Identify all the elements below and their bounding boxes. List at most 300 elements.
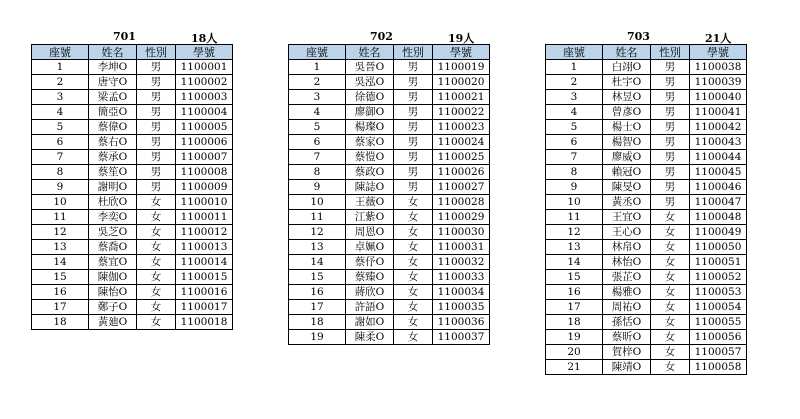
seat-number: 2 <box>32 75 89 90</box>
header-student-id: 學號 <box>690 45 747 60</box>
seat-number: 1 <box>546 60 603 75</box>
seat-number: 20 <box>546 345 603 360</box>
gender: 男 <box>651 120 690 135</box>
seat-number: 6 <box>546 135 603 150</box>
student-id: 1100027 <box>433 180 490 195</box>
student-id: 1100040 <box>690 90 747 105</box>
seat-number: 7 <box>289 150 346 165</box>
table-row <box>546 180 747 195</box>
table-row <box>32 105 233 120</box>
student-name: 蔡宜O <box>89 255 137 270</box>
class-caption <box>31 30 233 44</box>
student-name: 蔡政O <box>346 165 394 180</box>
student-name: 楊璨O <box>346 120 394 135</box>
seat-number: 12 <box>32 225 89 240</box>
student-id: 1100046 <box>690 180 747 195</box>
student-name: 陳旻O <box>603 180 651 195</box>
student-id: 1100039 <box>690 75 747 90</box>
student-name: 謝如O <box>346 315 394 330</box>
student-id: 1100012 <box>176 225 233 240</box>
seat-number: 11 <box>546 210 603 225</box>
student-count: 19人 <box>448 32 475 45</box>
table-row <box>546 285 747 300</box>
gender: 男 <box>394 90 433 105</box>
gender: 女 <box>137 300 176 315</box>
gender: 男 <box>137 150 176 165</box>
seat-number: 14 <box>289 255 346 270</box>
student-name: 曾彥O <box>603 105 651 120</box>
gender: 女 <box>651 240 690 255</box>
seat-number: 13 <box>546 240 603 255</box>
student-name: 陳誌O <box>346 180 394 195</box>
student-name: 賴冠O <box>603 165 651 180</box>
student-name: 蔣欣O <box>346 285 394 300</box>
student-name: 蔡愷O <box>346 150 394 165</box>
table-row <box>289 240 490 255</box>
header-row <box>289 45 490 60</box>
gender: 女 <box>651 270 690 285</box>
table-row <box>32 180 233 195</box>
student-name: 蔡承O <box>89 150 137 165</box>
student-id: 1100043 <box>690 135 747 150</box>
gender: 男 <box>651 165 690 180</box>
student-id: 1100037 <box>433 330 490 345</box>
class-703-block <box>545 30 747 375</box>
student-id: 1100044 <box>690 150 747 165</box>
student-id: 1100034 <box>433 285 490 300</box>
student-id: 1100048 <box>690 210 747 225</box>
gender: 男 <box>394 180 433 195</box>
student-name: 李坤O <box>89 60 137 75</box>
seat-number: 18 <box>289 315 346 330</box>
student-name: 梁孟O <box>89 90 137 105</box>
student-name: 蔡喬O <box>89 240 137 255</box>
gender: 男 <box>651 150 690 165</box>
table-row <box>32 120 233 135</box>
table-row <box>546 360 747 375</box>
table-row <box>546 315 747 330</box>
seat-number: 11 <box>32 210 89 225</box>
student-name: 王心O <box>603 225 651 240</box>
student-id: 1100007 <box>176 150 233 165</box>
table-row <box>32 255 233 270</box>
seat-number: 19 <box>289 330 346 345</box>
table-row <box>546 75 747 90</box>
header-row <box>546 45 747 60</box>
table-row <box>546 150 747 165</box>
gender: 男 <box>394 150 433 165</box>
student-name: 黃丞O <box>603 195 651 210</box>
seat-number: 9 <box>32 180 89 195</box>
table-row <box>289 315 490 330</box>
table-row <box>289 75 490 90</box>
table-row <box>32 60 233 75</box>
table-row <box>32 90 233 105</box>
gender: 女 <box>394 330 433 345</box>
table-row <box>32 165 233 180</box>
student-name: 吳泓O <box>346 75 394 90</box>
table-row <box>289 210 490 225</box>
student-id: 1100029 <box>433 210 490 225</box>
gender: 女 <box>394 270 433 285</box>
student-name: 徐德O <box>346 90 394 105</box>
student-id: 1100016 <box>176 285 233 300</box>
seat-number: 7 <box>546 150 603 165</box>
table-row <box>289 300 490 315</box>
student-name: 蔡伃O <box>346 255 394 270</box>
seat-number: 8 <box>289 165 346 180</box>
roster-table-703 <box>545 44 747 375</box>
seat-number: 18 <box>546 315 603 330</box>
header-seat: 座號 <box>32 45 89 60</box>
student-name: 杜宇O <box>603 75 651 90</box>
gender: 男 <box>651 180 690 195</box>
student-name: 吳晉O <box>346 60 394 75</box>
seat-number: 4 <box>289 105 346 120</box>
student-id: 1100058 <box>690 360 747 375</box>
seat-number: 9 <box>546 180 603 195</box>
seat-number: 10 <box>32 195 89 210</box>
student-name: 唐守O <box>89 75 137 90</box>
gender: 男 <box>394 135 433 150</box>
student-name: 杜欣O <box>89 195 137 210</box>
student-id: 1100004 <box>176 105 233 120</box>
gender: 女 <box>394 210 433 225</box>
seat-number: 13 <box>289 240 346 255</box>
student-id: 1100057 <box>690 345 747 360</box>
header-name: 姓名 <box>603 45 651 60</box>
seat-number: 12 <box>289 225 346 240</box>
table-row <box>289 195 490 210</box>
gender: 男 <box>394 105 433 120</box>
student-id: 1100002 <box>176 75 233 90</box>
table-row <box>32 75 233 90</box>
table-row <box>289 180 490 195</box>
student-id: 1100013 <box>176 240 233 255</box>
table-row <box>289 150 490 165</box>
student-id: 1100041 <box>690 105 747 120</box>
gender: 女 <box>137 195 176 210</box>
gender: 女 <box>651 345 690 360</box>
student-name: 周恩O <box>346 225 394 240</box>
seat-number: 4 <box>546 105 603 120</box>
student-id: 1100050 <box>690 240 747 255</box>
header-gender: 性別 <box>137 45 176 60</box>
gender: 男 <box>651 90 690 105</box>
student-name: 陳怡O <box>89 285 137 300</box>
gender: 女 <box>137 210 176 225</box>
class-701-block <box>31 30 233 330</box>
seat-number: 15 <box>289 270 346 285</box>
table-row <box>546 225 747 240</box>
student-name: 周祐O <box>603 300 651 315</box>
student-name: 蔡昕O <box>603 330 651 345</box>
seat-number: 14 <box>32 255 89 270</box>
gender: 男 <box>137 165 176 180</box>
student-name: 蔡家O <box>346 135 394 150</box>
seat-number: 1 <box>32 60 89 75</box>
student-id: 1100032 <box>433 255 490 270</box>
header-row <box>32 45 233 60</box>
student-name: 蔡臻O <box>346 270 394 285</box>
student-name: 白翊O <box>603 60 651 75</box>
student-id: 1100033 <box>433 270 490 285</box>
table-row <box>546 60 747 75</box>
seat-number: 1 <box>289 60 346 75</box>
student-id: 1100008 <box>176 165 233 180</box>
class-caption <box>545 30 747 44</box>
student-name: 陳柔O <box>346 330 394 345</box>
student-name: 李奕O <box>89 210 137 225</box>
seat-number: 16 <box>289 285 346 300</box>
student-name: 王宜O <box>603 210 651 225</box>
header-name: 姓名 <box>346 45 394 60</box>
table-row <box>32 240 233 255</box>
seat-number: 8 <box>32 165 89 180</box>
seat-number: 3 <box>32 90 89 105</box>
seat-number: 16 <box>546 285 603 300</box>
gender: 女 <box>394 225 433 240</box>
student-name: 廖威O <box>603 150 651 165</box>
table-row <box>289 225 490 240</box>
table-row <box>546 300 747 315</box>
student-name: 江紫O <box>346 210 394 225</box>
student-id: 1100036 <box>433 315 490 330</box>
seat-number: 5 <box>546 120 603 135</box>
table-row <box>32 300 233 315</box>
student-name: 簡亞O <box>89 105 137 120</box>
seat-number: 8 <box>546 165 603 180</box>
gender: 女 <box>137 240 176 255</box>
seat-number: 7 <box>32 150 89 165</box>
student-name: 林怡O <box>603 255 651 270</box>
gender: 男 <box>137 60 176 75</box>
table-row <box>32 270 233 285</box>
seat-number: 21 <box>546 360 603 375</box>
table-row <box>289 255 490 270</box>
student-name: 蔡笙O <box>89 165 137 180</box>
student-id: 1100051 <box>690 255 747 270</box>
student-count: 21人 <box>705 32 732 45</box>
student-id: 1100021 <box>433 90 490 105</box>
student-id: 1100001 <box>176 60 233 75</box>
table-row <box>546 210 747 225</box>
gender: 男 <box>394 165 433 180</box>
student-name: 廖御O <box>346 105 394 120</box>
class-name: 703 <box>627 30 650 43</box>
table-row <box>546 240 747 255</box>
seat-number: 6 <box>32 135 89 150</box>
gender: 女 <box>651 300 690 315</box>
seat-number: 16 <box>32 285 89 300</box>
seat-number: 10 <box>289 195 346 210</box>
gender: 男 <box>137 90 176 105</box>
class-name: 702 <box>370 30 393 43</box>
seat-number: 17 <box>32 300 89 315</box>
student-count: 18人 <box>191 32 218 45</box>
gender: 女 <box>137 285 176 300</box>
student-id: 1100056 <box>690 330 747 345</box>
seat-number: 2 <box>289 75 346 90</box>
student-name: 楊智O <box>603 135 651 150</box>
table-row <box>32 150 233 165</box>
header-gender: 性別 <box>394 45 433 60</box>
student-id: 1100025 <box>433 150 490 165</box>
student-id: 1100006 <box>176 135 233 150</box>
table-row <box>32 210 233 225</box>
table-row <box>546 165 747 180</box>
gender: 男 <box>651 135 690 150</box>
student-id: 1100053 <box>690 285 747 300</box>
student-id: 1100018 <box>176 315 233 330</box>
gender: 女 <box>651 225 690 240</box>
seat-number: 12 <box>546 225 603 240</box>
student-id: 1100020 <box>433 75 490 90</box>
seat-number: 17 <box>546 300 603 315</box>
table-row <box>32 315 233 330</box>
gender: 女 <box>651 315 690 330</box>
student-id: 1100009 <box>176 180 233 195</box>
table-row <box>32 285 233 300</box>
table-row <box>32 135 233 150</box>
gender: 女 <box>394 195 433 210</box>
student-name: 孫恬O <box>603 315 651 330</box>
table-row <box>546 90 747 105</box>
student-id: 1100019 <box>433 60 490 75</box>
table-row <box>289 285 490 300</box>
table-row <box>289 90 490 105</box>
student-name: 張芷O <box>603 270 651 285</box>
student-id: 1100047 <box>690 195 747 210</box>
student-name: 黃廸O <box>89 315 137 330</box>
gender: 男 <box>651 105 690 120</box>
table-row <box>546 330 747 345</box>
table-row <box>546 105 747 120</box>
gender: 男 <box>651 75 690 90</box>
gender: 男 <box>651 60 690 75</box>
student-name: 賀梓O <box>603 345 651 360</box>
seat-number: 9 <box>289 180 346 195</box>
gender: 女 <box>651 255 690 270</box>
seat-number: 3 <box>289 90 346 105</box>
student-id: 1100042 <box>690 120 747 135</box>
gender: 男 <box>394 60 433 75</box>
student-name: 陳伽O <box>89 270 137 285</box>
roster-table-702 <box>288 44 490 345</box>
seat-number: 15 <box>546 270 603 285</box>
student-id: 1100028 <box>433 195 490 210</box>
gender: 男 <box>137 135 176 150</box>
student-name: 林帛O <box>603 240 651 255</box>
student-name: 卓姵O <box>346 240 394 255</box>
student-name: 蔡右O <box>89 135 137 150</box>
seat-number: 11 <box>289 210 346 225</box>
student-id: 1100024 <box>433 135 490 150</box>
student-id: 1100014 <box>176 255 233 270</box>
table-row <box>289 270 490 285</box>
student-id: 1100049 <box>690 225 747 240</box>
header-seat: 座號 <box>289 45 346 60</box>
seat-number: 5 <box>32 120 89 135</box>
roster-table-701 <box>31 44 233 330</box>
header-student-id: 學號 <box>433 45 490 60</box>
student-id: 1100045 <box>690 165 747 180</box>
header-seat: 座號 <box>546 45 603 60</box>
gender: 女 <box>394 255 433 270</box>
seat-number: 15 <box>32 270 89 285</box>
student-name: 楊士O <box>603 120 651 135</box>
seat-number: 6 <box>289 135 346 150</box>
gender: 女 <box>137 315 176 330</box>
student-name: 林昱O <box>603 90 651 105</box>
student-id: 1100035 <box>433 300 490 315</box>
seat-number: 10 <box>546 195 603 210</box>
student-id: 1100003 <box>176 90 233 105</box>
student-id: 1100022 <box>433 105 490 120</box>
student-id: 1100052 <box>690 270 747 285</box>
seat-number: 17 <box>289 300 346 315</box>
gender: 男 <box>137 180 176 195</box>
gender: 男 <box>394 75 433 90</box>
student-id: 1100010 <box>176 195 233 210</box>
student-id: 1100023 <box>433 120 490 135</box>
student-id: 1100017 <box>176 300 233 315</box>
student-name: 鄭子O <box>89 300 137 315</box>
student-name: 陳靖O <box>603 360 651 375</box>
gender: 男 <box>137 120 176 135</box>
table-row <box>289 60 490 75</box>
table-row <box>289 105 490 120</box>
gender: 女 <box>651 210 690 225</box>
student-name: 蔡偉O <box>89 120 137 135</box>
gender: 女 <box>394 285 433 300</box>
table-row <box>546 270 747 285</box>
table-row <box>546 135 747 150</box>
gender: 女 <box>394 315 433 330</box>
class-caption <box>288 30 490 44</box>
seat-number: 18 <box>32 315 89 330</box>
header-gender: 性別 <box>651 45 690 60</box>
student-id: 1100015 <box>176 270 233 285</box>
student-name: 吳芝O <box>89 225 137 240</box>
table-row <box>546 345 747 360</box>
gender: 女 <box>394 240 433 255</box>
student-name: 楊雅O <box>603 285 651 300</box>
gender: 女 <box>137 225 176 240</box>
student-id: 1100030 <box>433 225 490 240</box>
student-name: 王薇O <box>346 195 394 210</box>
student-id: 1100038 <box>690 60 747 75</box>
table-row <box>289 135 490 150</box>
seat-number: 4 <box>32 105 89 120</box>
gender: 男 <box>651 195 690 210</box>
table-row <box>546 120 747 135</box>
seat-number: 3 <box>546 90 603 105</box>
student-id: 1100026 <box>433 165 490 180</box>
gender: 女 <box>394 300 433 315</box>
student-id: 1100054 <box>690 300 747 315</box>
header-name: 姓名 <box>89 45 137 60</box>
table-row <box>32 195 233 210</box>
gender: 男 <box>137 105 176 120</box>
seat-number: 2 <box>546 75 603 90</box>
seat-number: 14 <box>546 255 603 270</box>
seat-number: 13 <box>32 240 89 255</box>
gender: 男 <box>137 75 176 90</box>
seat-number: 5 <box>289 120 346 135</box>
student-id: 1100011 <box>176 210 233 225</box>
gender: 女 <box>651 330 690 345</box>
